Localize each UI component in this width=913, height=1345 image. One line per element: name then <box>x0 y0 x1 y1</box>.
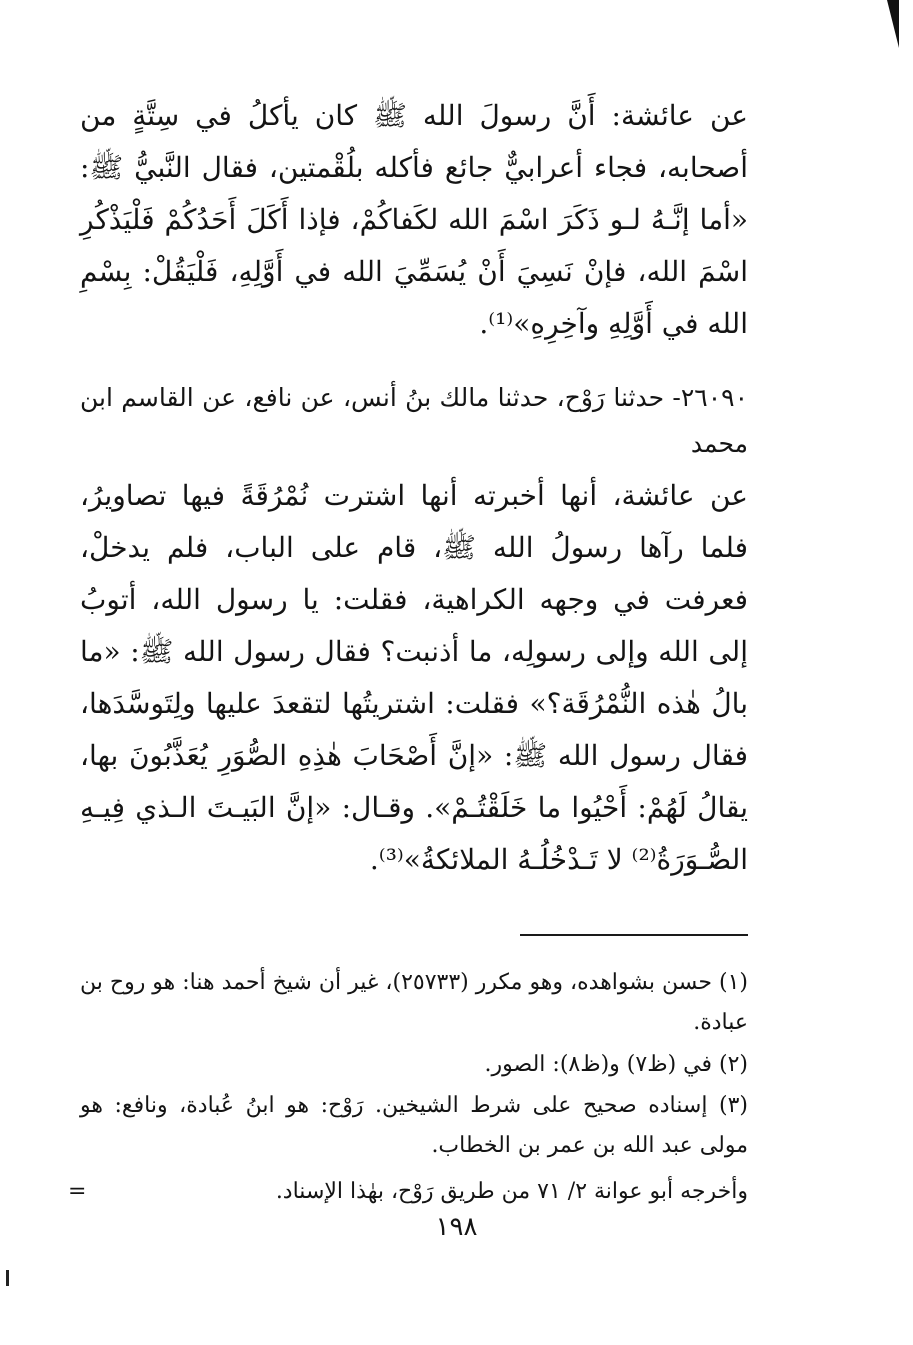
margin-tick-mark <box>6 1270 9 1286</box>
page-number: ١٩٨ <box>435 1212 478 1242</box>
footnote-1: (١) حسن بشواهده، وهو مكرر (٢٥٧٣٣)، غير أن شيخ أحمد هنا: هو روح بن عبادة. <box>80 970 748 1035</box>
hadith-chain-of-narration: ٢٦٠٩٠- حدثنا رَوْح، حدثنا مالك بنُ أنس، عن نافع، عن القاسم ابن محمد <box>80 383 748 458</box>
footnote-3: (٣) إسناده صحيح على شرط الشيخين. رَوْح: هو ابنُ عُبادة، ونافع: هو مولى عبد الله بن عمر بن الخطاب. <box>80 1093 748 1158</box>
hadith-text-paragraph-1: عن عائشة: أَنَّ رسولَ الله ﷺ كان يأكلُ في سِتَّةٍ من أصحابه، فجاء أعرابيٌّ جائع فأكله بلُقْمتين، فقال النَّبيُّ ﷺ: «أما إنَّـهُ لـو ذَكَرَ اسْمَ الله لكَفاكُمْ، فإذا أَكَلَ أَحَدُكُمْ فَلْيَذْكُرِ اسْمَ الله، فإنْ نَسِيَ أَنْ يُسَمِّيَ الله في أَوَّلِهِ، فَلْيَقُلْ: بِسْمِ الله في أَوَّلِهِ وآخِرِهِ»⁽¹⁾. <box>80 99 748 340</box>
footnote-separator <box>520 934 748 936</box>
continuation-mark: = <box>68 1179 87 1204</box>
hadith-text-paragraph-2: عن عائشة، أنها أخبرته أنها اشترت نُمْرُقَةً فيها تصاويرُ، فلما رآها رسولُ الله ﷺ، قام على الباب، فلم يدخلْ، فعرفت في وجهه الكراهية، فقلت: يا رسول الله، أتوبُ إلى الله وإلى رسولِه، ما أذنبت؟ فقال رسول الله ﷺ: «ما بالُ هٰذه النُّمْرُقَة؟» فقلت: اشتريتُها لتقعدَ عليها ولِتَوسَّدَها، فقال رسول الله ﷺ: «إنَّ أَصْحَابَ هٰذِهِ الصُّوَرِ يُعَذَّبُونَ بها، يقالُ لَهُمْ: أَحْيُوا ما خَلَقْتُـمْ». وقـال: «إنَّ البَيـتَ الـذي فِيـهِ الصُّـوَرَةُ⁽²⁾ لا تَـدْخُلُـهُ الملائكةُ»⁽³⁾. <box>80 479 749 876</box>
footnote-2: (٢) في (ظ٧) و(ظ٨): الصور. <box>484 1052 748 1077</box>
corner-binding-mark <box>887 0 899 48</box>
footnote-3-continuation: وأخرجه أبو عوانة ٢/ ٧١ من طريق رَوْح، بهٰذا الإسناد. <box>275 1179 748 1204</box>
